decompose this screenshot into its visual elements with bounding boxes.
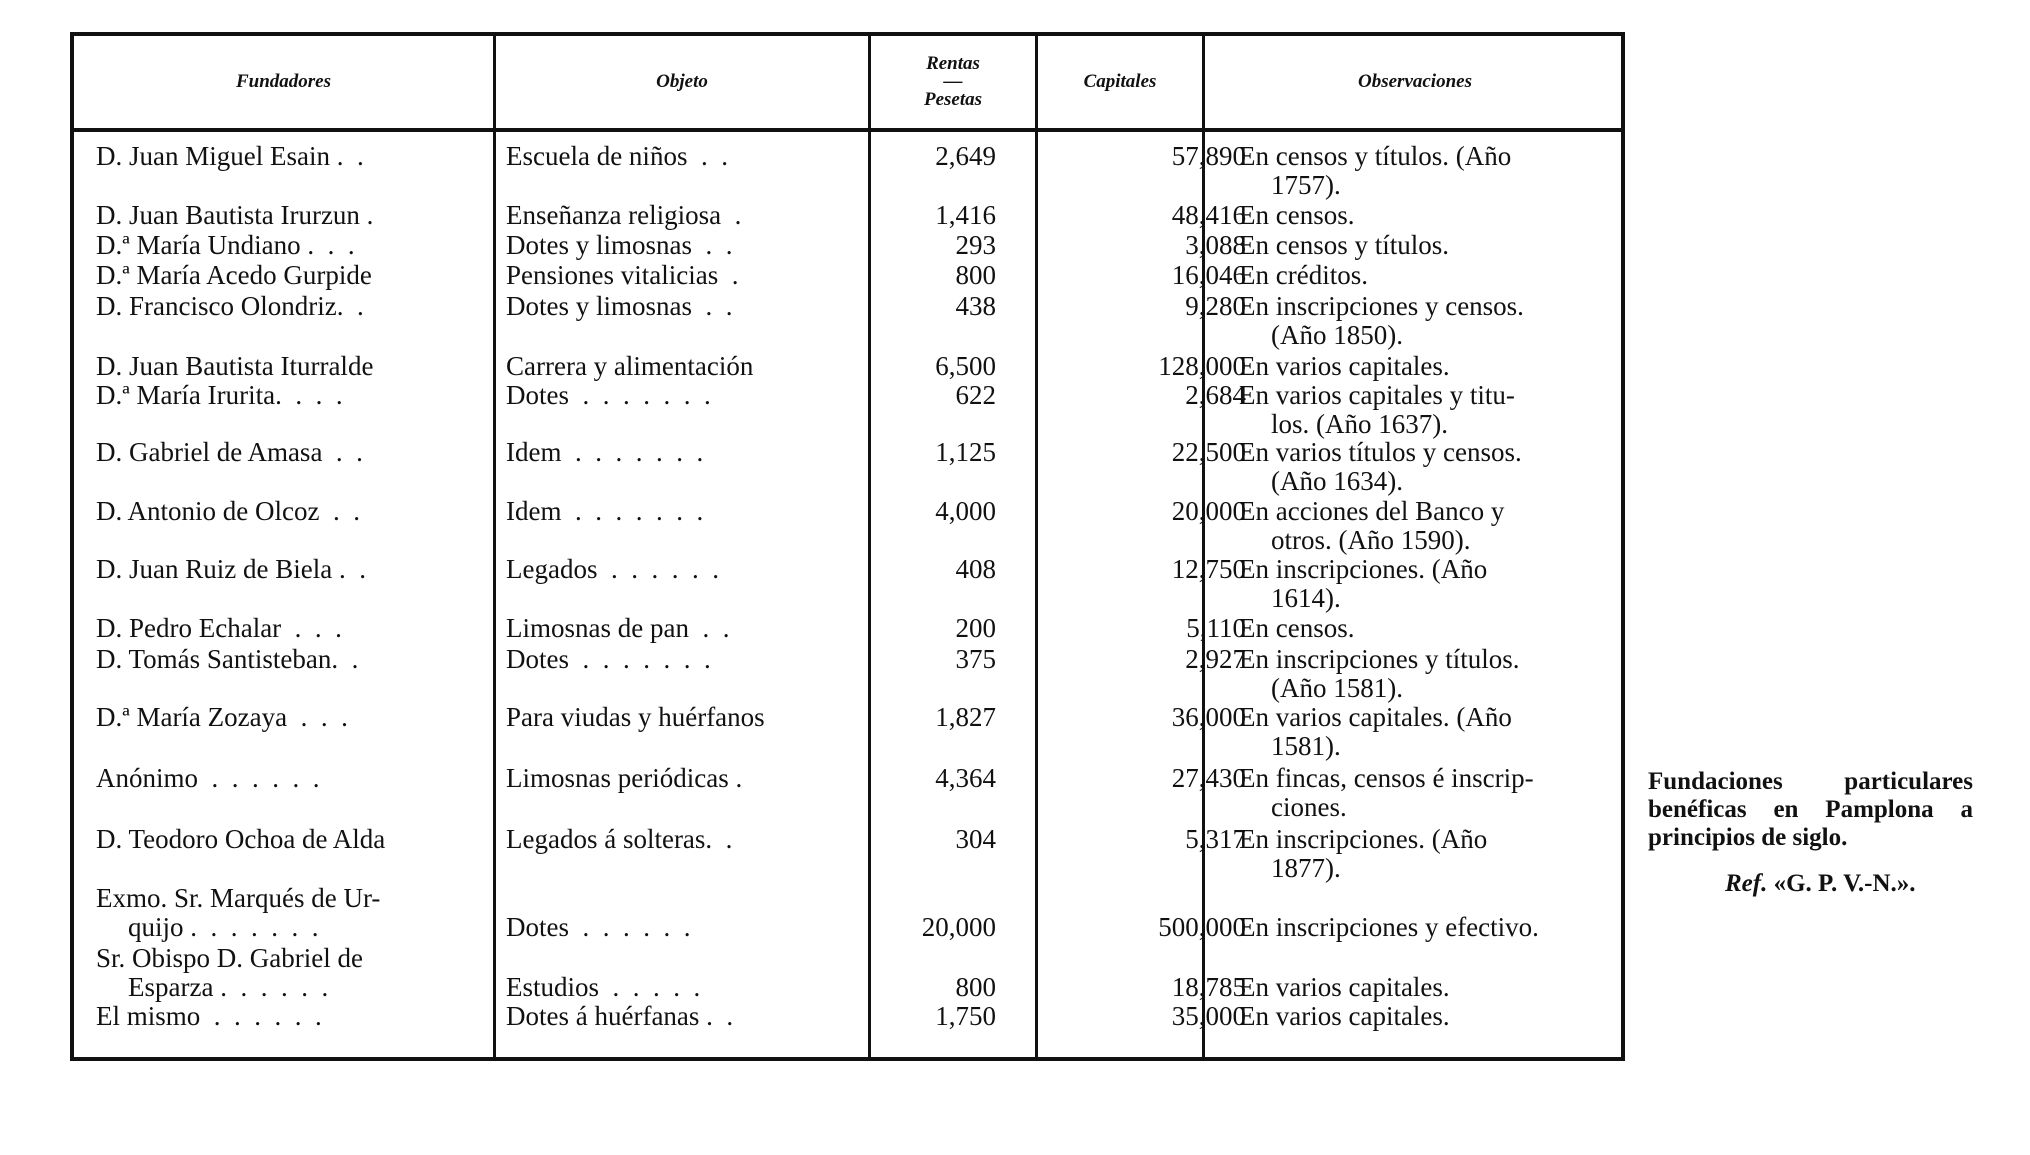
- observacion-line: En inscripciones y censos.: [1239, 291, 1524, 321]
- observacion-line: (Año 1850).: [1271, 320, 1403, 350]
- observacion-line: En inscripciones. (Año: [1239, 824, 1488, 854]
- cell-rentas: 2,649: [935, 141, 996, 171]
- fundador-line: D. Juan Miguel Esain . .: [96, 141, 364, 171]
- observacion-line: otros. (Año 1590).: [1271, 525, 1471, 555]
- cell-observaciones: [1239, 973, 1609, 1002]
- cell-objeto: Idem . . . . . . .: [506, 437, 704, 467]
- cell-capitales: 5,110: [1186, 613, 1246, 643]
- cell-capitales: 27,430: [1171, 763, 1246, 793]
- cell-rentas: 304: [955, 824, 996, 854]
- cell-objeto: Dotes y limosnas . .: [506, 291, 733, 321]
- fundador-line: Esparza . . . . . .: [128, 972, 329, 1002]
- cell-observaciones: [1239, 352, 1609, 381]
- cell-rentas: 200: [955, 613, 996, 643]
- fundador-line: Anónimo . . . . . .: [96, 763, 320, 793]
- cell-objeto: Pensiones vitalicias .: [506, 260, 739, 290]
- cell-objeto: Limosnas periódicas .: [506, 763, 743, 793]
- observacion-line: En varios capitales y titu-: [1239, 380, 1515, 410]
- header-label: Fundadores: [235, 71, 332, 92]
- cell-fundador: [96, 231, 496, 260]
- cell-objeto: Dotes . . . . . . .: [506, 380, 711, 410]
- cell-rentas: 293: [955, 230, 996, 260]
- cell-objeto: Enseñanza religiosa .: [506, 200, 742, 230]
- cell-fundador: [96, 438, 496, 467]
- cell-capitales: 9,280: [1185, 291, 1246, 321]
- observacion-line: los. (Año 1637).: [1271, 409, 1448, 439]
- cell-objeto: Dotes . . . . . . .: [506, 644, 711, 674]
- observacion-line: En varios capitales.: [1239, 972, 1450, 1002]
- cell-rentas: 4,000: [935, 496, 996, 526]
- cell-rentas: 4,364: [935, 763, 996, 793]
- cell-fundador: [96, 825, 496, 854]
- cell-observaciones: [1239, 142, 1609, 200]
- cell-fundador: [96, 201, 496, 230]
- cell-capitales: 500,000: [1158, 912, 1246, 942]
- reference-text: «G. P. V.-N.».: [1767, 870, 1916, 897]
- fundador-line: D. Juan Bautista Irurzun .: [96, 200, 374, 230]
- cell-rentas: 800: [955, 972, 996, 1002]
- cell-objeto: Legados á solteras. .: [506, 824, 733, 854]
- header-label: Rentas: [926, 53, 980, 74]
- foundations-table: [70, 32, 1625, 1061]
- fundador-line: D. Juan Bautista Iturralde: [96, 351, 374, 381]
- fundador-line: D. Gabriel de Amasa . .: [96, 437, 363, 467]
- fundador-line: D. Pedro Echalar . . .: [96, 613, 342, 643]
- observacion-line: En inscripciones y títulos.: [1239, 644, 1520, 674]
- cell-fundador: [96, 884, 496, 942]
- cell-capitales: 36,000: [1171, 702, 1246, 732]
- header-objeto: [496, 36, 868, 128]
- observacion-line: En varios capitales.: [1239, 1001, 1450, 1031]
- cell-capitales: 18,785: [1171, 972, 1246, 1002]
- fundador-line: D. Juan Ruiz de Biela . .: [96, 554, 366, 584]
- cell-rentas: 20,000: [921, 912, 996, 942]
- fundador-line: D. Francisco Olondriz. .: [96, 291, 364, 321]
- cell-observaciones: [1239, 913, 1609, 942]
- cell-capitales: 2,927: [1185, 644, 1246, 674]
- cell-rentas: 6,500: [935, 351, 996, 381]
- cell-rentas: 1,827: [935, 702, 996, 732]
- table-caption: [1648, 768, 1973, 852]
- cell-capitales: 12,750: [1171, 554, 1246, 584]
- cell-observaciones: [1239, 231, 1609, 260]
- observacion-line: (Año 1634).: [1271, 466, 1403, 496]
- cell-capitales: 5,317: [1185, 824, 1246, 854]
- fundador-line: D. Tomás Santisteban. .: [96, 644, 359, 674]
- caption-text: Fundaciones particulares benéficas en: [1648, 768, 1973, 823]
- cell-objeto: Estudios . . . . .: [506, 972, 701, 1002]
- fundador-line: D.ª María Acedo Gurpide: [96, 260, 372, 290]
- column-divider: [1035, 36, 1038, 1057]
- cell-rentas: 1,750: [935, 1001, 996, 1031]
- cell-capitales: 48,416: [1171, 200, 1246, 230]
- observacion-line: En inscripciones y efectivo.: [1239, 912, 1539, 942]
- cell-capitales: 35,000: [1171, 1001, 1246, 1031]
- cell-objeto: Para viudas y huérfanos: [506, 702, 765, 732]
- fundador-line: D.ª María Zozaya . . .: [96, 702, 348, 732]
- cell-rentas: 622: [955, 380, 996, 410]
- cell-fundador: [96, 261, 496, 290]
- observacion-line: En varios títulos y censos.: [1239, 437, 1522, 467]
- cell-observaciones: [1239, 825, 1609, 883]
- observacion-line: (Año 1581).: [1271, 673, 1403, 703]
- cell-objeto: Escuela de niños . .: [506, 141, 728, 171]
- cell-observaciones: [1239, 555, 1609, 613]
- cell-objeto: Limosnas de pan . .: [506, 613, 730, 643]
- column-divider: [1202, 36, 1205, 1057]
- observacion-line: 1581).: [1271, 731, 1341, 761]
- cell-objeto: Legados . . . . . .: [506, 554, 719, 584]
- cell-observaciones: [1239, 261, 1609, 290]
- observacion-line: En varios capitales.: [1239, 351, 1450, 381]
- fundador-line: quijo . . . . . . .: [128, 912, 319, 942]
- observacion-line: En censos.: [1239, 613, 1355, 643]
- observacion-line: En censos y títulos.: [1239, 230, 1449, 260]
- cell-observaciones: [1239, 764, 1609, 822]
- cell-fundador: [96, 292, 496, 321]
- header-divider: [74, 128, 1621, 132]
- observacion-line: En inscripciones. (Año: [1239, 554, 1488, 584]
- observacion-line: ciones.: [1271, 792, 1347, 822]
- header-label: Capitales: [1083, 71, 1157, 92]
- cell-observaciones: [1239, 438, 1609, 496]
- reference-label: Ref.: [1725, 870, 1768, 897]
- cell-observaciones: [1239, 381, 1609, 439]
- cell-fundador: [96, 381, 496, 410]
- observacion-line: En censos.: [1239, 200, 1355, 230]
- cell-observaciones: [1239, 703, 1609, 761]
- header-label: Objeto: [656, 71, 708, 92]
- cell-fundador: [96, 142, 496, 171]
- caption-place: Pamplona: [1825, 796, 1934, 823]
- cell-capitales: 57,890: [1171, 141, 1246, 171]
- cell-capitales: 2,684: [1185, 380, 1246, 410]
- fundador-line: Exmo. Sr. Marqués de Ur-: [96, 883, 381, 913]
- cell-observaciones: [1239, 614, 1609, 643]
- cell-capitales: 128,000: [1158, 351, 1246, 381]
- cell-observaciones: [1239, 645, 1609, 703]
- cell-objeto: Dotes y limosnas . .: [506, 230, 733, 260]
- observacion-line: En acciones del Banco y: [1239, 496, 1505, 526]
- fundador-line: El mismo . . . . . .: [96, 1001, 322, 1031]
- observacion-line: En varios capitales. (Año: [1239, 702, 1512, 732]
- header-capitales: [1038, 36, 1202, 128]
- column-divider: [868, 36, 871, 1057]
- cell-rentas: 1,125: [935, 437, 996, 467]
- cell-observaciones: [1239, 201, 1609, 230]
- observacion-line: En créditos.: [1239, 260, 1368, 290]
- cell-objeto: Carrera y alimentación: [506, 351, 754, 381]
- cell-fundador: [96, 944, 496, 1002]
- cell-fundador: [96, 703, 496, 732]
- observacion-line: 1877).: [1271, 853, 1341, 883]
- caption-reference: [1725, 870, 1916, 898]
- cell-rentas: 375: [955, 644, 996, 674]
- cell-capitales: 20,000: [1171, 496, 1246, 526]
- cell-capitales: 16,046: [1171, 260, 1246, 290]
- cell-fundador: [96, 764, 496, 793]
- cell-objeto: Idem . . . . . . .: [506, 496, 704, 526]
- observacion-line: En fincas, censos é inscrip-: [1239, 763, 1534, 793]
- cell-fundador: [96, 555, 496, 584]
- cell-observaciones: [1239, 497, 1609, 555]
- cell-capitales: 22,500: [1171, 437, 1246, 467]
- fundador-line: D.ª María Undiano . . .: [96, 230, 355, 260]
- cell-fundador: [96, 645, 496, 674]
- observacion-line: 1757).: [1271, 170, 1341, 200]
- header-dash: —: [943, 71, 963, 92]
- cell-fundador: [96, 614, 496, 643]
- cell-rentas: 438: [955, 291, 996, 321]
- cell-objeto: Dotes á huérfanas . .: [506, 1001, 734, 1031]
- header-label: Pesetas: [923, 89, 983, 110]
- cell-rentas: 1,416: [935, 200, 996, 230]
- cell-fundador: [96, 497, 496, 526]
- header-fundadores: [74, 36, 493, 128]
- cell-rentas: 800: [955, 260, 996, 290]
- cell-objeto: Dotes . . . . . .: [506, 912, 691, 942]
- fundador-line: D. Teodoro Ochoa de Alda: [96, 824, 386, 854]
- header-observaciones: [1205, 36, 1625, 128]
- header-rentas: [871, 36, 1035, 128]
- cell-fundador: [96, 352, 496, 381]
- fundador-line: D.ª María Irurita. . . .: [96, 380, 343, 410]
- caption-text: a principios de siglo.: [1648, 796, 1973, 851]
- cell-observaciones: [1239, 1002, 1609, 1031]
- cell-observaciones: [1239, 292, 1609, 350]
- observacion-line: 1614).: [1271, 583, 1341, 613]
- cell-fundador: [96, 1002, 496, 1031]
- observacion-line: En censos y títulos. (Año: [1239, 141, 1512, 171]
- fundador-line: D. Antonio de Olcoz . .: [96, 496, 360, 526]
- fundador-line: Sr. Obispo D. Gabriel de: [96, 943, 363, 973]
- cell-rentas: 408: [955, 554, 996, 584]
- cell-capitales: 3,088: [1185, 230, 1246, 260]
- header-label: Observaciones: [1358, 71, 1472, 92]
